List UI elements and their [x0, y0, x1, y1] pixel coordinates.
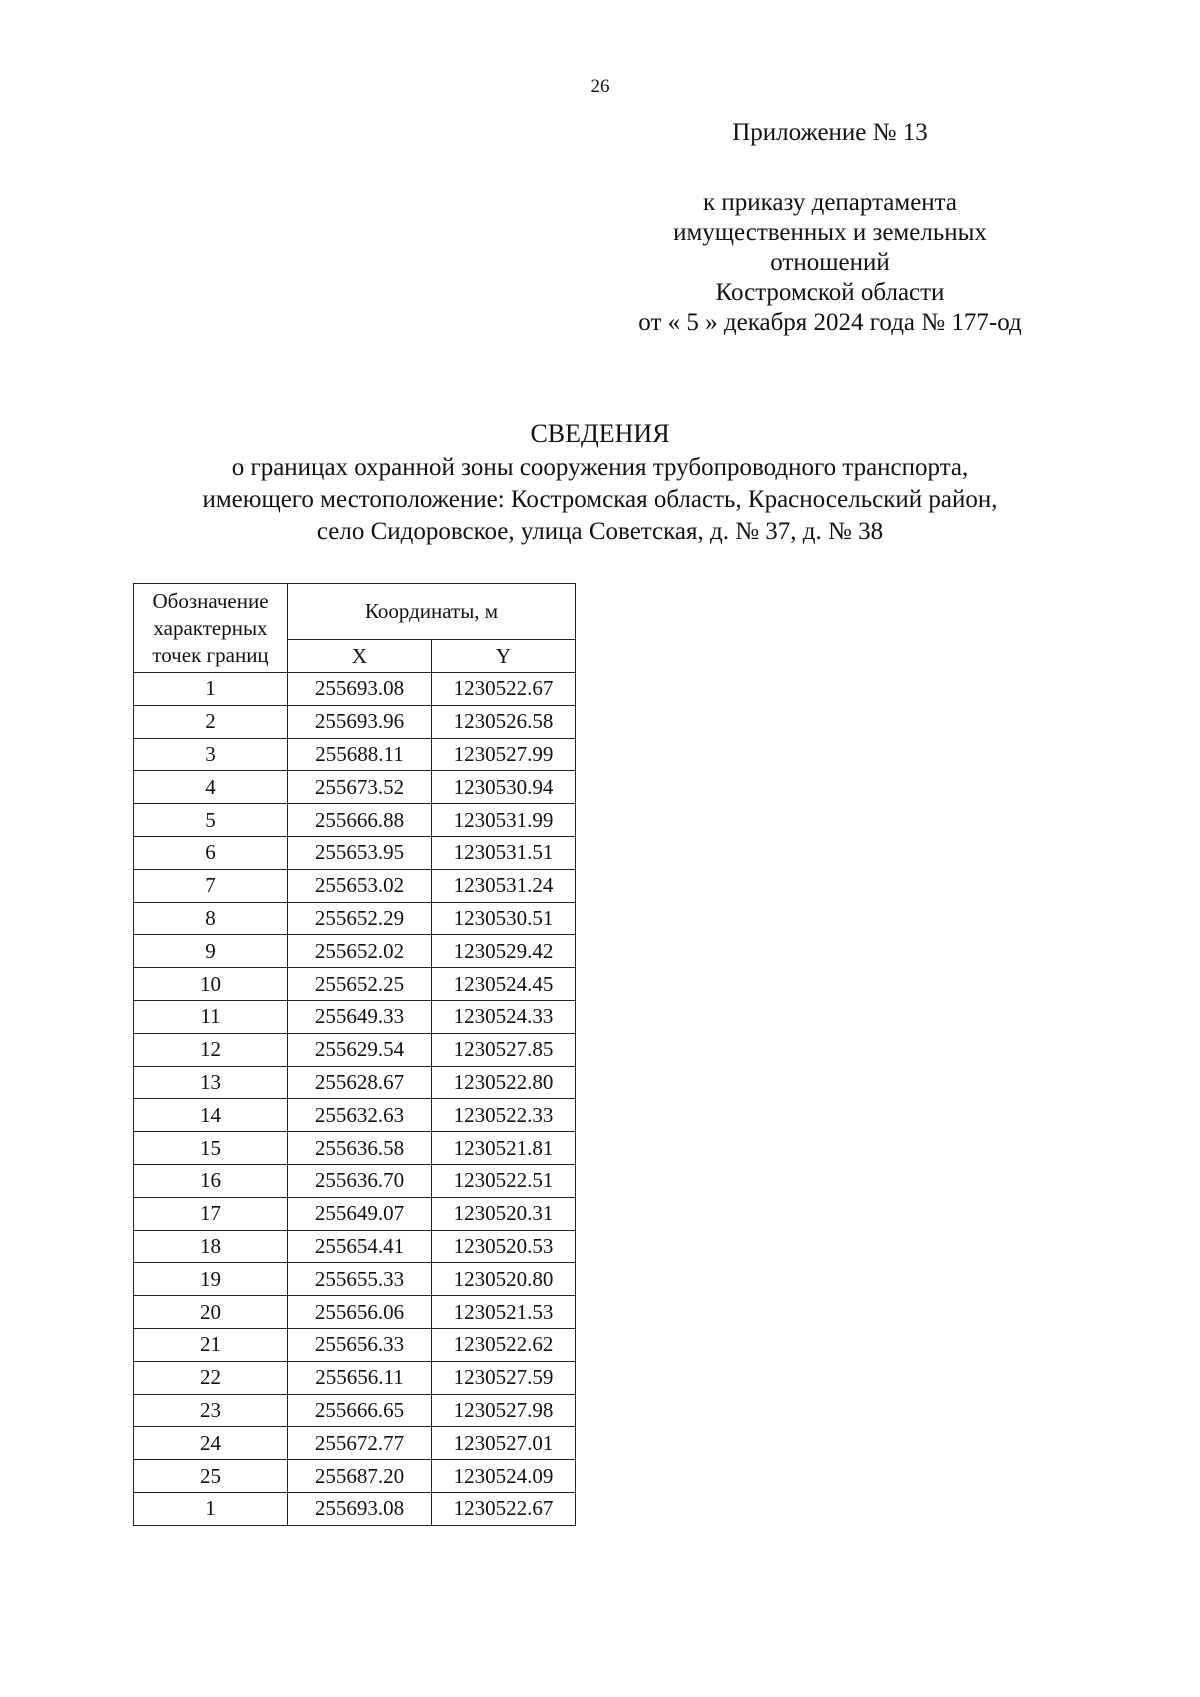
point-number-cell: 18 — [134, 1230, 288, 1263]
point-number-cell: 15 — [134, 1132, 288, 1165]
y-coordinate-cell: 1230527.59 — [432, 1361, 576, 1394]
x-coordinate-cell: 255656.11 — [288, 1361, 432, 1394]
point-number-cell: 13 — [134, 1066, 288, 1099]
point-number-cell: 23 — [134, 1394, 288, 1427]
table-row — [134, 1361, 576, 1394]
table-row — [134, 935, 576, 968]
table-row — [134, 1427, 576, 1460]
x-coordinate-cell: 255673.52 — [288, 771, 432, 804]
y-coordinate-cell: 1230530.51 — [432, 902, 576, 935]
point-number-cell: 22 — [134, 1361, 288, 1394]
y-coordinate-cell: 1230521.53 — [432, 1296, 576, 1329]
coordinates-body — [134, 673, 576, 1526]
order-line: отношений — [770, 249, 890, 276]
table-row — [134, 1230, 576, 1263]
x-coordinate-cell: 255666.65 — [288, 1394, 432, 1427]
page-number: 26 — [590, 76, 610, 97]
table-row — [134, 1033, 576, 1066]
point-number-cell: 4 — [134, 771, 288, 804]
y-coordinate-cell: 1230527.98 — [432, 1394, 576, 1427]
order-line: имущественных и земельных — [673, 219, 987, 246]
y-coordinate-cell: 1230524.45 — [432, 968, 576, 1001]
x-coordinate-cell: 255693.96 — [288, 705, 432, 738]
x-coordinate-cell: 255653.95 — [288, 836, 432, 869]
x-coordinate-cell: 255632.63 — [288, 1099, 432, 1132]
x-coordinate-cell: 255693.08 — [288, 1492, 432, 1525]
y-coordinate-cell: 1230526.58 — [432, 705, 576, 738]
x-coordinate-cell: 255654.41 — [288, 1230, 432, 1263]
y-coordinate-cell: 1230522.67 — [432, 1492, 576, 1525]
y-coordinate-cell: 1230524.09 — [432, 1460, 576, 1493]
point-number-cell: 12 — [134, 1033, 288, 1066]
table-row — [134, 771, 576, 804]
point-number-cell: 5 — [134, 804, 288, 837]
table-row — [134, 1000, 576, 1033]
order-reference — [600, 188, 1060, 338]
point-number-cell: 2 — [134, 705, 288, 738]
order-line: Костромской области — [715, 279, 945, 306]
x-coordinate-cell: 255629.54 — [288, 1033, 432, 1066]
y-coordinate-cell: 1230531.99 — [432, 804, 576, 837]
table-row — [134, 1197, 576, 1230]
table-row — [134, 1296, 576, 1329]
point-number-cell: 10 — [134, 968, 288, 1001]
point-number-cell: 21 — [134, 1328, 288, 1361]
point-number-cell: 6 — [134, 836, 288, 869]
y-coordinate-cell: 1230522.67 — [432, 673, 576, 706]
heading-line: о границах охранной зоны сооружения трубопроводного транспорта, — [231, 454, 969, 481]
table-row — [134, 1460, 576, 1493]
table-row — [134, 1394, 576, 1427]
x-coordinate-cell: 255652.29 — [288, 902, 432, 935]
x-coordinate-cell: 255649.33 — [288, 1000, 432, 1033]
heading-title: СВЕДЕНИЯ — [530, 419, 670, 448]
table-row — [134, 902, 576, 935]
table-row — [134, 1164, 576, 1197]
table-row — [134, 1066, 576, 1099]
x-coordinate-cell: 255656.06 — [288, 1296, 432, 1329]
x-coordinate-cell: 255653.02 — [288, 869, 432, 902]
x-coordinate-cell: 255688.11 — [288, 738, 432, 771]
table-row — [134, 804, 576, 837]
document-heading — [0, 418, 1200, 548]
header-designation-line: точек границ — [152, 642, 269, 667]
table-row — [134, 968, 576, 1001]
x-coordinate-cell: 255687.20 — [288, 1460, 432, 1493]
x-coordinate-cell: 255649.07 — [288, 1197, 432, 1230]
table-row — [134, 705, 576, 738]
y-coordinate-cell: 1230522.62 — [432, 1328, 576, 1361]
point-number-cell: 7 — [134, 869, 288, 902]
header-designation-line: Обозначение — [152, 588, 269, 613]
table-row — [134, 869, 576, 902]
x-coordinate-cell: 255655.33 — [288, 1263, 432, 1296]
y-coordinate-cell: 1230530.94 — [432, 771, 576, 804]
point-number-cell: 25 — [134, 1460, 288, 1493]
appendix-title: Приложение № 13 — [732, 119, 928, 146]
table-row — [134, 1099, 576, 1132]
point-number-cell: 19 — [134, 1263, 288, 1296]
x-coordinate-cell: 255693.08 — [288, 673, 432, 706]
point-number-cell: 8 — [134, 902, 288, 935]
y-coordinate-cell: 1230521.81 — [432, 1132, 576, 1165]
table-row — [134, 836, 576, 869]
table-row — [134, 673, 576, 706]
y-coordinate-cell: 1230520.80 — [432, 1263, 576, 1296]
y-coordinate-cell: 1230522.33 — [432, 1099, 576, 1132]
header-designation-line: характерных — [153, 615, 268, 640]
table-row — [134, 1328, 576, 1361]
y-coordinate-cell: 1230531.24 — [432, 869, 576, 902]
y-coordinate-cell: 1230524.33 — [432, 1000, 576, 1033]
table-row — [134, 1263, 576, 1296]
point-number-cell: 1 — [134, 673, 288, 706]
order-line: от « 5 » декабря 2024 года № 177-од — [638, 309, 1022, 336]
x-coordinate-cell: 255636.58 — [288, 1132, 432, 1165]
point-number-cell: 16 — [134, 1164, 288, 1197]
header-y: Y — [432, 640, 576, 673]
header-coordinates: Координаты, м — [288, 584, 576, 640]
header-designation — [134, 584, 288, 673]
y-coordinate-cell: 1230529.42 — [432, 935, 576, 968]
heading-line: село Сидоровское, улица Советская, д. № 37, д. № 38 — [316, 518, 884, 545]
point-number-cell: 20 — [134, 1296, 288, 1329]
x-coordinate-cell: 255666.88 — [288, 804, 432, 837]
y-coordinate-cell: 1230531.51 — [432, 836, 576, 869]
y-coordinate-cell: 1230522.80 — [432, 1066, 576, 1099]
x-coordinate-cell: 255672.77 — [288, 1427, 432, 1460]
heading-line: имеющего местоположение: Костромская область, Красносельский район, — [202, 486, 998, 513]
point-number-cell: 17 — [134, 1197, 288, 1230]
point-number-cell: 1 — [134, 1492, 288, 1525]
y-coordinate-cell: 1230520.53 — [432, 1230, 576, 1263]
header-x: X — [288, 640, 432, 673]
order-line: к приказу департамента — [702, 189, 958, 216]
point-number-cell: 3 — [134, 738, 288, 771]
coordinates-table — [133, 583, 576, 1526]
x-coordinate-cell: 255652.02 — [288, 935, 432, 968]
point-number-cell: 9 — [134, 935, 288, 968]
x-coordinate-cell: 255652.25 — [288, 968, 432, 1001]
y-coordinate-cell: 1230527.01 — [432, 1427, 576, 1460]
table-row — [134, 738, 576, 771]
point-number-cell: 14 — [134, 1099, 288, 1132]
x-coordinate-cell: 255656.33 — [288, 1328, 432, 1361]
point-number-cell: 24 — [134, 1427, 288, 1460]
y-coordinate-cell: 1230527.99 — [432, 738, 576, 771]
y-coordinate-cell: 1230520.31 — [432, 1197, 576, 1230]
x-coordinate-cell: 255636.70 — [288, 1164, 432, 1197]
y-coordinate-cell: 1230522.51 — [432, 1164, 576, 1197]
table-row — [134, 1132, 576, 1165]
y-coordinate-cell: 1230527.85 — [432, 1033, 576, 1066]
point-number-cell: 11 — [134, 1000, 288, 1033]
table-row — [134, 1492, 576, 1525]
x-coordinate-cell: 255628.67 — [288, 1066, 432, 1099]
